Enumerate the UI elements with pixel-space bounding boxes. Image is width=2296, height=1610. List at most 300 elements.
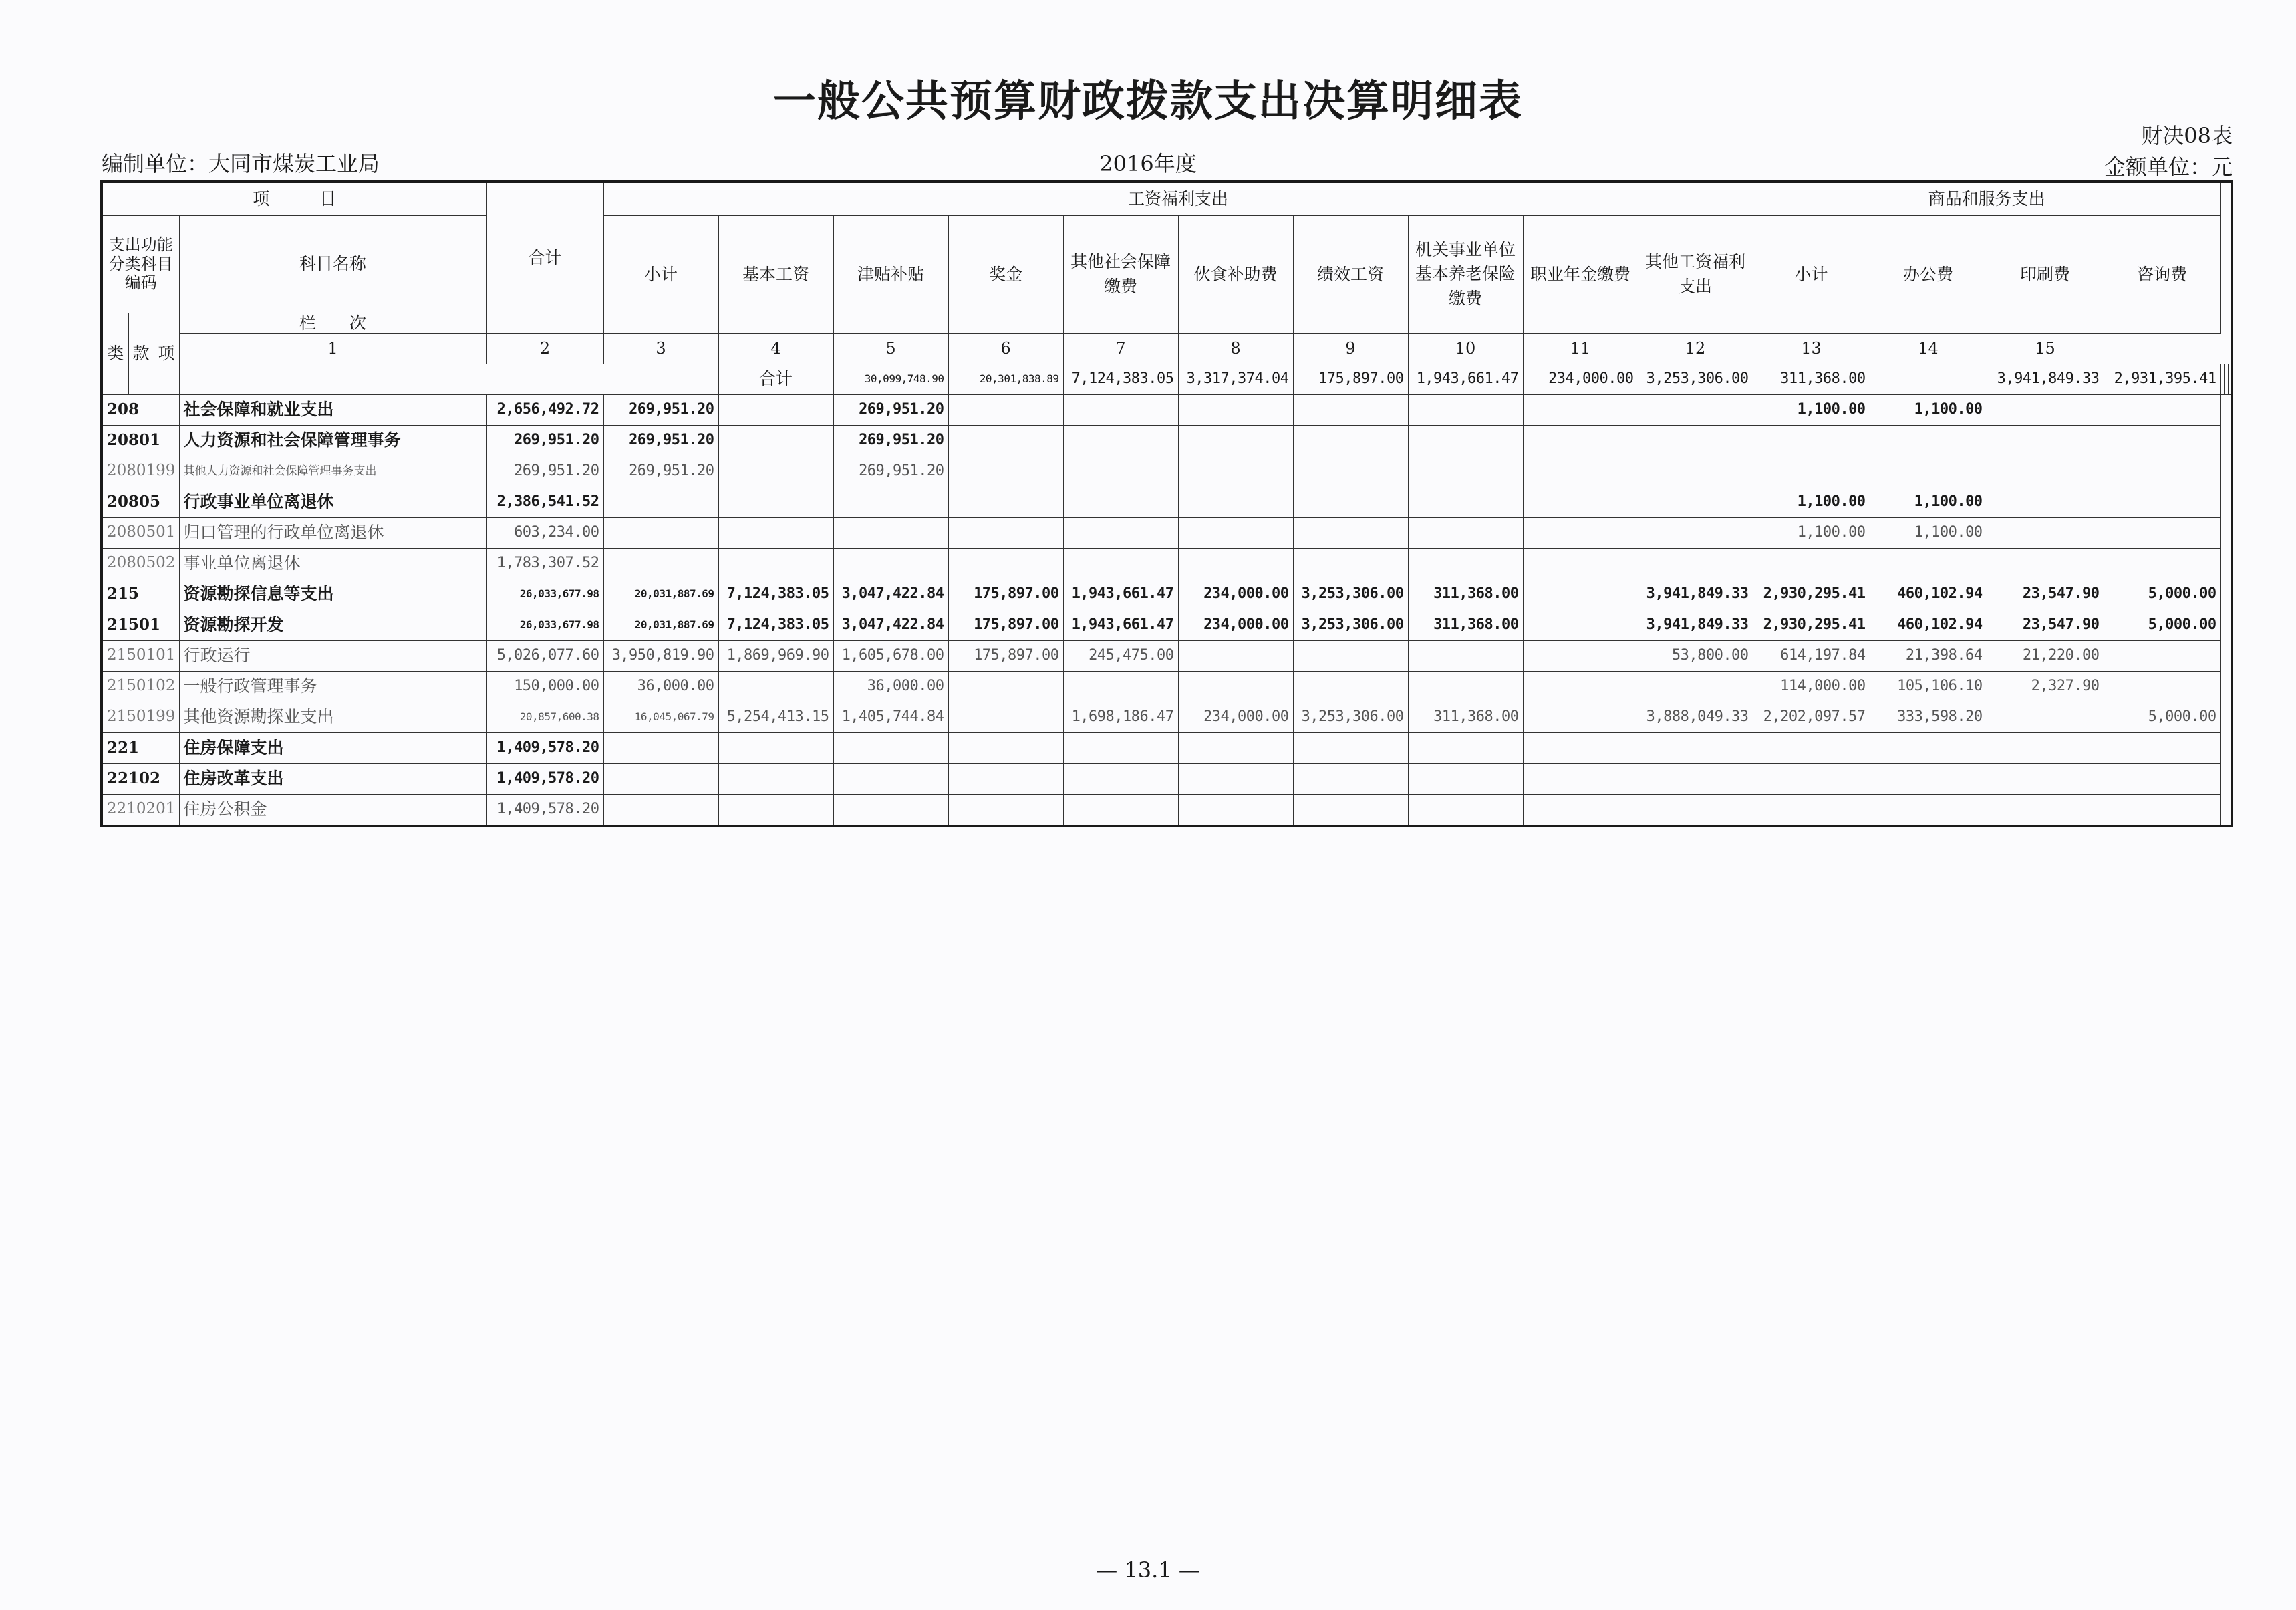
amount-cell bbox=[1178, 394, 1293, 425]
amount-cell bbox=[1178, 640, 1293, 671]
amount-cell bbox=[1063, 425, 1178, 456]
amount-cell bbox=[1987, 487, 2104, 517]
wage-group-header: 工资福利支出 bbox=[603, 182, 1753, 215]
amount-cell bbox=[1293, 517, 1408, 548]
amount-cell bbox=[1063, 548, 1178, 579]
subject-name-cell: 住房保障支出 bbox=[179, 732, 486, 763]
col-header: 职业年金缴费 bbox=[1523, 215, 1638, 333]
amount-cell: 2,931,395.41 bbox=[2104, 364, 2220, 394]
subject-name-cell: 其他人力资源和社会保障管理事务支出 bbox=[179, 456, 486, 487]
amount-cell bbox=[833, 763, 948, 794]
amount-cell bbox=[1753, 794, 1870, 826]
amount-cell: 20,857,600.38 bbox=[486, 702, 603, 732]
amount-cell bbox=[718, 732, 833, 763]
amount-cell bbox=[718, 763, 833, 794]
subject-name-cell: 住房公积金 bbox=[179, 794, 486, 826]
amount-cell bbox=[1987, 548, 2104, 579]
amount-cell bbox=[1987, 517, 2104, 548]
code-cell: 2150101 bbox=[102, 640, 179, 671]
col-header: 其他社会保障缴费 bbox=[1063, 215, 1178, 333]
amount-cell: 5,026,077.60 bbox=[486, 640, 603, 671]
column-number: 14 bbox=[1870, 333, 1987, 364]
col-header: 印刷费 bbox=[1987, 215, 2104, 333]
subject-name-cell: 行政运行 bbox=[179, 640, 486, 671]
func-code-header: 支出功能分类科目编码 bbox=[102, 215, 179, 313]
amount-cell bbox=[2104, 394, 2220, 425]
amount-cell bbox=[1063, 732, 1178, 763]
amount-cell: 30,099,748.90 bbox=[833, 364, 948, 394]
amount-cell bbox=[1870, 548, 1987, 579]
amount-cell bbox=[1063, 671, 1178, 702]
amount-cell bbox=[833, 487, 948, 517]
amount-cell bbox=[1523, 640, 1638, 671]
amount-cell bbox=[2104, 763, 2220, 794]
amount-cell bbox=[1523, 671, 1638, 702]
amount-cell bbox=[833, 517, 948, 548]
table-row bbox=[102, 364, 2232, 394]
col-header: 机关事业单位基本养老保险缴费 bbox=[1408, 215, 1523, 333]
col-header: 津贴补贴 bbox=[833, 215, 948, 333]
amount-cell: 1,943,661.47 bbox=[1063, 610, 1178, 640]
amount-cell bbox=[1523, 487, 1638, 517]
code-cell: 2150199 bbox=[102, 702, 179, 732]
table-row bbox=[102, 394, 2232, 425]
amount-cell: 21,220.00 bbox=[1987, 640, 2104, 671]
table-row bbox=[102, 425, 2232, 456]
amount-cell bbox=[1293, 425, 1408, 456]
amount-cell: 20,301,838.89 bbox=[948, 364, 1063, 394]
col-header: 伙食补助费 bbox=[1178, 215, 1293, 333]
column-number: 8 bbox=[1178, 333, 1293, 364]
amount-cell: 234,000.00 bbox=[1178, 579, 1293, 610]
amount-cell bbox=[1753, 732, 1870, 763]
amount-cell: 269,951.20 bbox=[603, 456, 718, 487]
amount-cell: 3,253,306.00 bbox=[1638, 364, 1753, 394]
amount-cell bbox=[2104, 671, 2220, 702]
amount-cell: 1,605,678.00 bbox=[833, 640, 948, 671]
amount-cell: 2,656,492.72 bbox=[486, 394, 603, 425]
amount-cell bbox=[948, 794, 1063, 826]
amount-cell bbox=[1753, 548, 1870, 579]
amount-cell bbox=[948, 394, 1063, 425]
amount-cell: 23,547.90 bbox=[1987, 610, 2104, 640]
page-title: 一般公共预算财政拨款支出决算明细表 bbox=[773, 76, 1523, 126]
amount-cell: 311,368.00 bbox=[1408, 579, 1523, 610]
amount-cell: 3,047,422.84 bbox=[833, 579, 948, 610]
amount-cell bbox=[1638, 456, 1753, 487]
subject-name-cell: 事业单位离退休 bbox=[179, 548, 486, 579]
amount-cell bbox=[1408, 548, 1523, 579]
amount-cell: 7,124,383.05 bbox=[718, 610, 833, 640]
amount-cell bbox=[948, 548, 1063, 579]
amount-cell bbox=[1293, 794, 1408, 826]
subject-name-cell: 行政事业单位离退休 bbox=[179, 487, 486, 517]
amount-cell: 460,102.94 bbox=[1870, 610, 1987, 640]
amount-cell: 269,951.20 bbox=[486, 425, 603, 456]
amount-cell bbox=[948, 732, 1063, 763]
amount-cell: 2,386,541.52 bbox=[486, 487, 603, 517]
code-cell: 22102 bbox=[102, 763, 179, 794]
amount-cell: 1,409,578.20 bbox=[486, 794, 603, 826]
amount-cell bbox=[1408, 640, 1523, 671]
amount-cell bbox=[1293, 456, 1408, 487]
amount-cell bbox=[1638, 671, 1753, 702]
amount-cell bbox=[1638, 517, 1753, 548]
amount-cell: 1,409,578.20 bbox=[486, 732, 603, 763]
amount-cell bbox=[1870, 732, 1987, 763]
column-number: 13 bbox=[1753, 333, 1870, 364]
code-cell: 20805 bbox=[102, 487, 179, 517]
amount-cell: 175,897.00 bbox=[948, 579, 1063, 610]
amount-cell bbox=[2104, 517, 2220, 548]
amount-cell bbox=[1523, 394, 1638, 425]
subject-name-cell: 合计 bbox=[718, 364, 833, 394]
amount-cell: 614,197.84 bbox=[1753, 640, 1870, 671]
table-row bbox=[102, 548, 2232, 579]
amount-cell: 3,253,306.00 bbox=[1293, 579, 1408, 610]
amount-cell bbox=[2104, 456, 2220, 487]
fiscal-year: 2016年度 bbox=[1099, 151, 1197, 176]
amount-cell: 311,368.00 bbox=[1408, 610, 1523, 640]
amount-cell: 150,000.00 bbox=[486, 671, 603, 702]
amount-cell bbox=[833, 548, 948, 579]
amount-cell: 3,941,849.33 bbox=[1987, 364, 2104, 394]
amount-cell bbox=[603, 794, 718, 826]
money-unit: 金额单位：元 bbox=[2104, 154, 2233, 180]
amount-cell bbox=[948, 517, 1063, 548]
amount-cell bbox=[1638, 548, 1753, 579]
amount-cell: 3,253,306.00 bbox=[1293, 702, 1408, 732]
amount-cell bbox=[718, 394, 833, 425]
amount-cell bbox=[1638, 732, 1753, 763]
total-header: 合计 bbox=[486, 182, 603, 333]
amount-cell bbox=[948, 487, 1063, 517]
lei-header: 类 bbox=[102, 313, 128, 394]
amount-cell bbox=[718, 548, 833, 579]
amount-cell bbox=[1408, 671, 1523, 702]
amount-cell bbox=[1987, 763, 2104, 794]
amount-cell bbox=[1178, 487, 1293, 517]
amount-cell bbox=[1523, 579, 1638, 610]
amount-cell: 3,253,306.00 bbox=[1293, 610, 1408, 640]
amount-cell: 175,897.00 bbox=[1293, 364, 1408, 394]
amount-cell: 3,941,849.33 bbox=[1638, 579, 1753, 610]
xiang-header: 项 bbox=[154, 313, 179, 394]
amount-cell: 2,930,295.41 bbox=[1753, 579, 1870, 610]
amount-cell bbox=[1638, 425, 1753, 456]
amount-cell bbox=[1408, 456, 1523, 487]
table-row bbox=[102, 579, 2232, 610]
amount-cell: 7,124,383.05 bbox=[1063, 364, 1178, 394]
amount-cell: 311,368.00 bbox=[1408, 702, 1523, 732]
col-header: 其他工资福利支出 bbox=[1638, 215, 1753, 333]
amount-cell: 21,398.64 bbox=[1870, 640, 1987, 671]
amount-cell: 1,409,578.20 bbox=[486, 763, 603, 794]
amount-cell: 1,100.00 bbox=[1870, 517, 1987, 548]
amount-cell bbox=[1293, 640, 1408, 671]
amount-cell: 2,327.90 bbox=[1987, 671, 2104, 702]
amount-cell bbox=[1178, 517, 1293, 548]
subject-name-cell: 社会保障和就业支出 bbox=[179, 394, 486, 425]
amount-cell bbox=[1523, 548, 1638, 579]
amount-cell: 311,368.00 bbox=[1753, 364, 1870, 394]
subject-name-cell: 人力资源和社会保障管理事务 bbox=[179, 425, 486, 456]
amount-cell: 333,598.20 bbox=[1870, 702, 1987, 732]
amount-cell: 245,475.00 bbox=[1063, 640, 1178, 671]
amount-cell bbox=[1293, 732, 1408, 763]
amount-cell bbox=[1523, 517, 1638, 548]
table-row bbox=[102, 517, 2232, 548]
column-number: 1 bbox=[179, 333, 486, 364]
column-number: 2 bbox=[486, 333, 603, 364]
amount-cell: 114,000.00 bbox=[1753, 671, 1870, 702]
amount-cell bbox=[1523, 610, 1638, 640]
col-header: 奖金 bbox=[948, 215, 1063, 333]
amount-cell bbox=[718, 517, 833, 548]
amount-cell bbox=[948, 671, 1063, 702]
amount-cell: 269,951.20 bbox=[486, 456, 603, 487]
subject-name-header: 科目名称 bbox=[179, 215, 486, 313]
code-cell: 2080199 bbox=[102, 456, 179, 487]
amount-cell bbox=[2104, 732, 2220, 763]
table-row bbox=[102, 671, 2232, 702]
amount-cell bbox=[1063, 456, 1178, 487]
column-number: 6 bbox=[948, 333, 1063, 364]
amount-cell bbox=[833, 732, 948, 763]
column-number: 3 bbox=[603, 333, 718, 364]
code-cell: 2210201 bbox=[102, 794, 179, 826]
amount-cell bbox=[603, 487, 718, 517]
amount-cell bbox=[1870, 425, 1987, 456]
col-header: 小计 bbox=[603, 215, 718, 333]
amount-cell bbox=[1178, 763, 1293, 794]
table-row bbox=[102, 456, 2232, 487]
amount-cell bbox=[718, 425, 833, 456]
amount-cell: 175,897.00 bbox=[948, 640, 1063, 671]
amount-cell bbox=[718, 487, 833, 517]
amount-cell bbox=[1293, 671, 1408, 702]
table-row bbox=[102, 610, 2232, 640]
amount-cell bbox=[1178, 671, 1293, 702]
lanci-header: 栏 次 bbox=[179, 313, 486, 333]
amount-cell: 3,941,849.33 bbox=[1638, 610, 1753, 640]
amount-cell bbox=[1178, 548, 1293, 579]
code-cell: 2150102 bbox=[102, 671, 179, 702]
amount-cell: 2,202,097.57 bbox=[1753, 702, 1870, 732]
amount-cell: 5,000.00 bbox=[2104, 610, 2220, 640]
amount-cell bbox=[1638, 794, 1753, 826]
column-number: 12 bbox=[1638, 333, 1753, 364]
subject-name-cell: 归口管理的行政单位离退休 bbox=[179, 517, 486, 548]
amount-cell bbox=[2104, 548, 2220, 579]
table-row bbox=[102, 763, 2232, 794]
amount-cell: 3,950,819.90 bbox=[603, 640, 718, 671]
amount-cell bbox=[603, 548, 718, 579]
amount-cell bbox=[948, 763, 1063, 794]
amount-cell bbox=[603, 732, 718, 763]
amount-cell bbox=[1408, 763, 1523, 794]
amount-cell bbox=[1408, 425, 1523, 456]
amount-cell: 1,100.00 bbox=[1870, 394, 1987, 425]
expenditure-table bbox=[100, 180, 2233, 827]
goods-group-header: 商品和服务支出 bbox=[1753, 182, 2220, 215]
amount-cell bbox=[1870, 794, 1987, 826]
amount-cell: 234,000.00 bbox=[1178, 702, 1293, 732]
table-row bbox=[102, 487, 2232, 517]
amount-cell bbox=[1753, 456, 1870, 487]
amount-cell: 36,000.00 bbox=[833, 671, 948, 702]
amount-cell: 5,254,413.15 bbox=[718, 702, 833, 732]
amount-cell bbox=[1523, 732, 1638, 763]
amount-cell: 26,033,677.98 bbox=[486, 579, 603, 610]
col-header: 绩效工资 bbox=[1293, 215, 1408, 333]
amount-cell bbox=[1178, 732, 1293, 763]
column-number: 7 bbox=[1063, 333, 1178, 364]
amount-cell bbox=[1063, 794, 1178, 826]
table-row bbox=[102, 640, 2232, 671]
amount-cell: 1,869,969.90 bbox=[718, 640, 833, 671]
column-number: 5 bbox=[833, 333, 948, 364]
amount-cell bbox=[1063, 394, 1178, 425]
subject-name-cell: 住房改革支出 bbox=[179, 763, 486, 794]
amount-cell: 175,897.00 bbox=[948, 610, 1063, 640]
amount-cell bbox=[1987, 732, 2104, 763]
amount-cell bbox=[1293, 487, 1408, 517]
amount-cell: 3,317,374.04 bbox=[1178, 364, 1293, 394]
amount-cell bbox=[1293, 394, 1408, 425]
amount-cell: 269,951.20 bbox=[833, 425, 948, 456]
amount-cell bbox=[603, 517, 718, 548]
amount-cell bbox=[2104, 794, 2220, 826]
amount-cell bbox=[1178, 425, 1293, 456]
table-row bbox=[102, 702, 2232, 732]
code-cell: 20801 bbox=[102, 425, 179, 456]
amount-cell bbox=[1523, 702, 1638, 732]
code-cell: 215 bbox=[102, 579, 179, 610]
amount-cell bbox=[603, 763, 718, 794]
amount-cell bbox=[1178, 794, 1293, 826]
amount-cell: 234,000.00 bbox=[1523, 364, 1638, 394]
amount-cell bbox=[1753, 425, 1870, 456]
subject-name-cell: 资源勘探信息等支出 bbox=[179, 579, 486, 610]
amount-cell: 1,100.00 bbox=[1753, 517, 1870, 548]
amount-cell bbox=[1178, 456, 1293, 487]
code-cell: 21501 bbox=[102, 610, 179, 640]
code-cell: 2080502 bbox=[102, 548, 179, 579]
subject-name-cell: 一般行政管理事务 bbox=[179, 671, 486, 702]
col-header: 办公费 bbox=[1870, 215, 1987, 333]
amount-cell bbox=[948, 456, 1063, 487]
amount-cell: 36,000.00 bbox=[603, 671, 718, 702]
amount-cell bbox=[2104, 487, 2220, 517]
amount-cell: 269,951.20 bbox=[833, 394, 948, 425]
amount-cell: 1,943,661.47 bbox=[1063, 579, 1178, 610]
amount-cell: 5,000.00 bbox=[2104, 579, 2220, 610]
amount-cell: 269,951.20 bbox=[603, 394, 718, 425]
amount-cell bbox=[833, 794, 948, 826]
amount-cell: 7,124,383.05 bbox=[718, 579, 833, 610]
amount-cell bbox=[1987, 456, 2104, 487]
amount-cell bbox=[1870, 364, 1987, 394]
amount-cell: 269,951.20 bbox=[833, 456, 948, 487]
amount-cell bbox=[1063, 763, 1178, 794]
amount-cell bbox=[1063, 487, 1178, 517]
column-number: 9 bbox=[1293, 333, 1408, 364]
amount-cell: 1,100.00 bbox=[1753, 394, 1870, 425]
amount-cell: 3,047,422.84 bbox=[833, 610, 948, 640]
amount-cell: 460,102.94 bbox=[1870, 579, 1987, 610]
amount-cell: 23,547.90 bbox=[1987, 579, 2104, 610]
subject-name-cell: 资源勘探开发 bbox=[179, 610, 486, 640]
amount-cell bbox=[1987, 702, 2104, 732]
amount-cell bbox=[948, 702, 1063, 732]
amount-cell: 603,234.00 bbox=[486, 517, 603, 548]
amount-cell bbox=[1870, 763, 1987, 794]
code-cell: 2080501 bbox=[102, 517, 179, 548]
amount-cell bbox=[1408, 732, 1523, 763]
amount-cell bbox=[1638, 487, 1753, 517]
amount-cell: 1,943,661.47 bbox=[1408, 364, 1523, 394]
amount-cell bbox=[1293, 548, 1408, 579]
amount-cell bbox=[1523, 794, 1638, 826]
amount-cell: 20,031,887.69 bbox=[603, 610, 718, 640]
kuan-header: 款 bbox=[128, 313, 154, 394]
column-number: 10 bbox=[1408, 333, 1523, 364]
subject-name-cell: 其他资源勘探业支出 bbox=[179, 702, 486, 732]
code-cell bbox=[179, 364, 718, 394]
amount-cell bbox=[718, 456, 833, 487]
amount-cell bbox=[1638, 763, 1753, 794]
form-number: 财决08表 bbox=[2141, 123, 2233, 148]
amount-cell bbox=[1408, 794, 1523, 826]
amount-cell: 1,100.00 bbox=[1753, 487, 1870, 517]
amount-cell bbox=[1523, 425, 1638, 456]
amount-cell bbox=[1408, 394, 1523, 425]
amount-cell: 105,106.10 bbox=[1870, 671, 1987, 702]
amount-cell bbox=[718, 794, 833, 826]
amount-cell: 1,100.00 bbox=[1870, 487, 1987, 517]
table-row bbox=[102, 732, 2232, 763]
amount-cell bbox=[1063, 517, 1178, 548]
col-header: 咨询费 bbox=[2104, 215, 2220, 333]
amount-cell: 16,045,067.79 bbox=[603, 702, 718, 732]
amount-cell bbox=[2104, 640, 2220, 671]
amount-cell: 1,405,744.84 bbox=[833, 702, 948, 732]
amount-cell: 26,033,677.98 bbox=[486, 610, 603, 640]
amount-cell bbox=[718, 671, 833, 702]
amount-cell: 269,951.20 bbox=[603, 425, 718, 456]
column-number: 11 bbox=[1523, 333, 1638, 364]
amount-cell: 234,000.00 bbox=[1178, 610, 1293, 640]
amount-cell bbox=[1523, 763, 1638, 794]
amount-cell: 2,930,295.41 bbox=[1753, 610, 1870, 640]
amount-cell: 3,888,049.33 bbox=[1638, 702, 1753, 732]
amount-cell bbox=[948, 425, 1063, 456]
page-number: — 13.1 — bbox=[1096, 1557, 1200, 1583]
amount-cell bbox=[1523, 456, 1638, 487]
amount-cell bbox=[1408, 517, 1523, 548]
table-row bbox=[102, 794, 2232, 826]
code-cell: 221 bbox=[102, 732, 179, 763]
amount-cell bbox=[2228, 364, 2232, 394]
amount-cell bbox=[1293, 763, 1408, 794]
amount-cell bbox=[1408, 487, 1523, 517]
col-header: 小计 bbox=[1753, 215, 1870, 333]
amount-cell bbox=[2104, 425, 2220, 456]
amount-cell bbox=[1987, 794, 2104, 826]
amount-cell: 1,698,186.47 bbox=[1063, 702, 1178, 732]
column-number: 15 bbox=[1987, 333, 2104, 364]
